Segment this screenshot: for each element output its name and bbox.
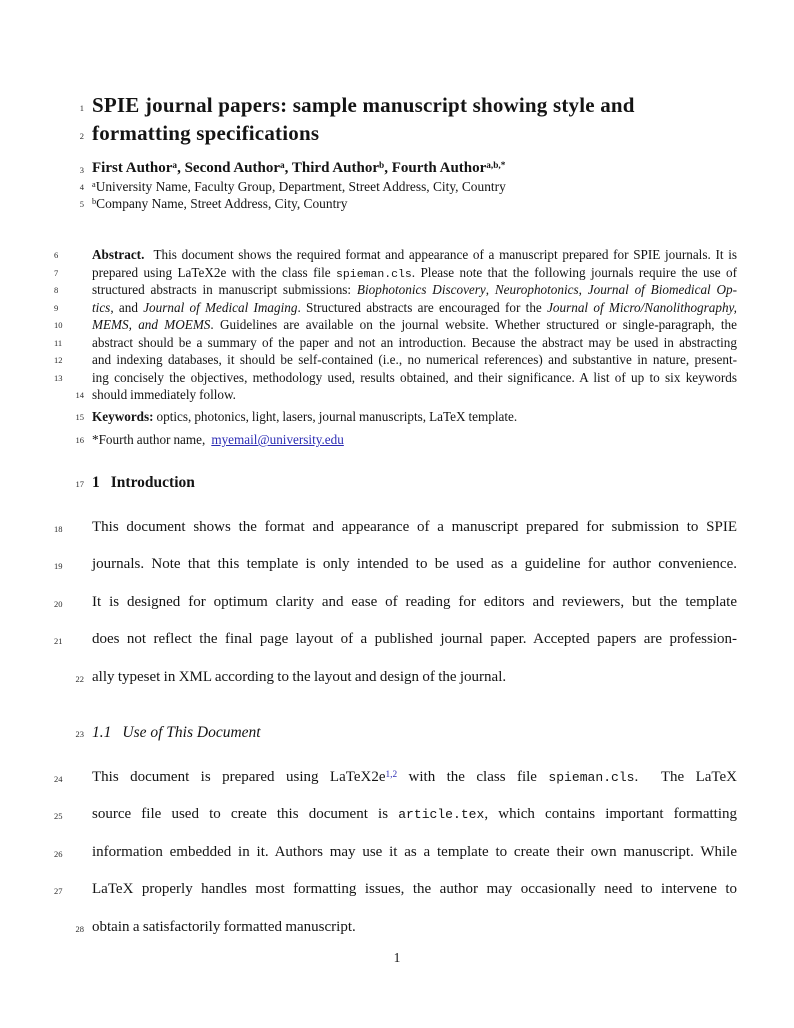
line-number: 21 (54, 636, 63, 646)
abstract-line (54, 300, 737, 316)
journal-name: MEMS, and MOEMS (92, 317, 211, 332)
abstract-line (54, 317, 737, 333)
abstract-line (54, 247, 737, 263)
abstract-line (54, 370, 737, 386)
line-number: 15 (75, 412, 84, 422)
author-name: , Fourth Author (384, 160, 487, 176)
line-number: 12 (54, 355, 63, 365)
journal-name: tics (92, 300, 111, 315)
line-number: 7 (54, 268, 59, 278)
class-file-name: spieman.cls (548, 770, 635, 785)
abstract-text: . Structured abstracts are encouraged for the (297, 300, 548, 315)
line-number: 10 (54, 320, 63, 330)
abstract-text: and indexing databases, it should be self-contained (i.e., no numerical references) and substantive in nature, present- (92, 352, 737, 367)
line-number: 20 (54, 599, 63, 609)
abstract-text: , (578, 282, 588, 297)
body-text: , which contains important formatting (484, 806, 737, 822)
body-text: ally typeset in XML according to the layout and design of the journal. (92, 669, 507, 685)
body-text: does not reflect the final page layout of a published journal paper. Accepted papers are profession- (92, 631, 737, 647)
journal-name: Neurophotonics (494, 282, 579, 297)
keywords-line (75, 409, 737, 425)
body-text: It is designed for optimum clarity and ease of reading for editors and reviewers, but the template (92, 594, 737, 610)
abstract-line (54, 352, 737, 368)
line-number: 14 (75, 390, 84, 400)
journal-name: Journal of Medical Imaging (143, 300, 298, 315)
affiliation-text: Company Name, Street Address, City, Country (96, 196, 348, 211)
class-file-name: spieman.cls (336, 268, 412, 281)
keywords-label: Keywords: (92, 409, 154, 424)
paper-title-text: SPIE journal papers: sample manuscript showing style and (92, 93, 635, 117)
paper-title-text: formatting specifications (92, 121, 320, 145)
body-line (54, 556, 737, 574)
section-number: 1 (92, 474, 100, 491)
journal-name: Biophotonics Discovery (356, 282, 486, 297)
line-number: 24 (54, 774, 63, 784)
subsection-number: 1.1 (92, 724, 112, 741)
abstract-text: should immediately follow. (92, 387, 236, 402)
keywords-text: optics, photonics, light, lasers, journal manuscripts, LaTeX template. (153, 409, 518, 424)
line-number: 5 (79, 199, 84, 209)
subsection-title: Use of This Document (122, 724, 261, 741)
line-number: 13 (54, 373, 63, 383)
subsection-heading-use-of-this-document (75, 724, 737, 742)
body-line (75, 669, 737, 687)
line-number: 26 (54, 849, 63, 859)
journal-name: Journal of Micro/Nanolithography, (547, 300, 737, 315)
body-text: information embedded in it. Authors may use it as a template to create their own manuscript. While (92, 844, 737, 860)
page-number-footer: 1 (393, 950, 401, 965)
body-text: obtain a satisfactorily formatted manuscript. (92, 919, 356, 935)
affiliation-line-b (79, 196, 737, 212)
abstract-line (54, 335, 737, 351)
affiliation-mark: a (92, 180, 96, 190)
abstract-text: ing concisely the objectives, methodology used, results obtained, and their significance. A list of up to six keywords (92, 370, 737, 385)
line-number: 3 (79, 165, 84, 175)
line-number: 25 (54, 811, 63, 821)
line-number: 27 (54, 886, 63, 896)
body-line (54, 519, 737, 537)
citation-link[interactable]: 1,2 (385, 769, 398, 780)
body-line (54, 631, 737, 649)
line-number: 2 (79, 131, 84, 141)
body-line (75, 919, 737, 937)
author-affiliation-mark: a (280, 160, 285, 171)
line-number: 19 (54, 561, 63, 571)
section-heading-introduction (75, 474, 737, 492)
journal-name: Journal of Biomedical Op- (587, 282, 738, 297)
abstract-label: Abstract. (92, 247, 145, 262)
body-line (54, 806, 737, 824)
abstract-text: abstract should be a summary of the paper and not an introduction. Because the abstract may be used in abstracting (92, 335, 737, 350)
affiliation-text: University Name, Faculty Group, Department, Street Address, City, Country (95, 179, 506, 194)
affiliation-line-a (79, 179, 737, 195)
line-number: 1 (79, 103, 84, 113)
paper-title-line-1 (79, 93, 737, 118)
abstract-line (54, 282, 738, 298)
author-affiliation-mark: a (172, 160, 178, 171)
affiliation-mark: b (92, 197, 97, 207)
abstract-line (75, 387, 737, 403)
body-text: . The LaTeX (634, 769, 738, 785)
line-number: 11 (54, 338, 63, 348)
line-number: 17 (75, 479, 84, 489)
abstract-text: prepared using LaTeX2e with the class file (92, 265, 337, 280)
line-number: 18 (54, 524, 63, 534)
paper-title-line-2 (79, 121, 737, 146)
line-number: 6 (54, 250, 59, 260)
author-name: , Second Author (177, 160, 281, 176)
line-number: 22 (75, 674, 84, 684)
body-line (54, 594, 737, 612)
source-file-name: article.tex (398, 807, 485, 822)
authors-line (79, 160, 737, 178)
line-number: 16 (75, 435, 84, 445)
author-affiliation-mark: b (379, 160, 385, 171)
body-text: source file used to create this document is (92, 806, 399, 822)
author-name: First Author (92, 160, 173, 176)
corresponding-author-text: *Fourth author name, (92, 432, 212, 447)
author-name: , Third Author (284, 160, 380, 176)
body-text: journals. Note that this template is only intended to be used as a guideline for author convenience. (92, 556, 737, 572)
abstract-text: , (485, 282, 495, 297)
body-line (54, 844, 737, 862)
corresponding-author-line (75, 432, 737, 448)
section-title: Introduction (110, 474, 195, 491)
body-text: with the class file (397, 769, 549, 785)
body-text: LaTeX properly handles most formatting issues, the author may occasionally need to intervene to (92, 881, 737, 897)
body-line (54, 769, 738, 787)
abstract-text: , and (110, 300, 144, 315)
abstract-line (54, 265, 737, 282)
body-text: This document is prepared using LaTeX2e (92, 769, 386, 785)
body-line (54, 881, 737, 899)
abstract-text: . Guidelines are available on the journal website. Whether structured or single-paragraph, the (210, 317, 737, 332)
author-affiliation-mark: a,b,* (486, 160, 506, 171)
line-number: 23 (75, 729, 84, 739)
email-link[interactable]: myemail@university.edu (211, 432, 344, 447)
abstract-text: . Please note that the following journals require the use of (411, 265, 737, 280)
line-number: 9 (54, 303, 59, 313)
abstract-text: structured abstracts in manuscript submissions: (92, 282, 357, 297)
line-number: 8 (54, 285, 59, 295)
line-number: 28 (75, 924, 84, 934)
abstract-text: This document shows the required format and appearance of a manuscript prepared for SPIE journals. It is (144, 247, 737, 262)
line-number: 4 (79, 182, 84, 192)
body-text: This document shows the format and appearance of a manuscript prepared for submission to SPIE (92, 519, 737, 535)
